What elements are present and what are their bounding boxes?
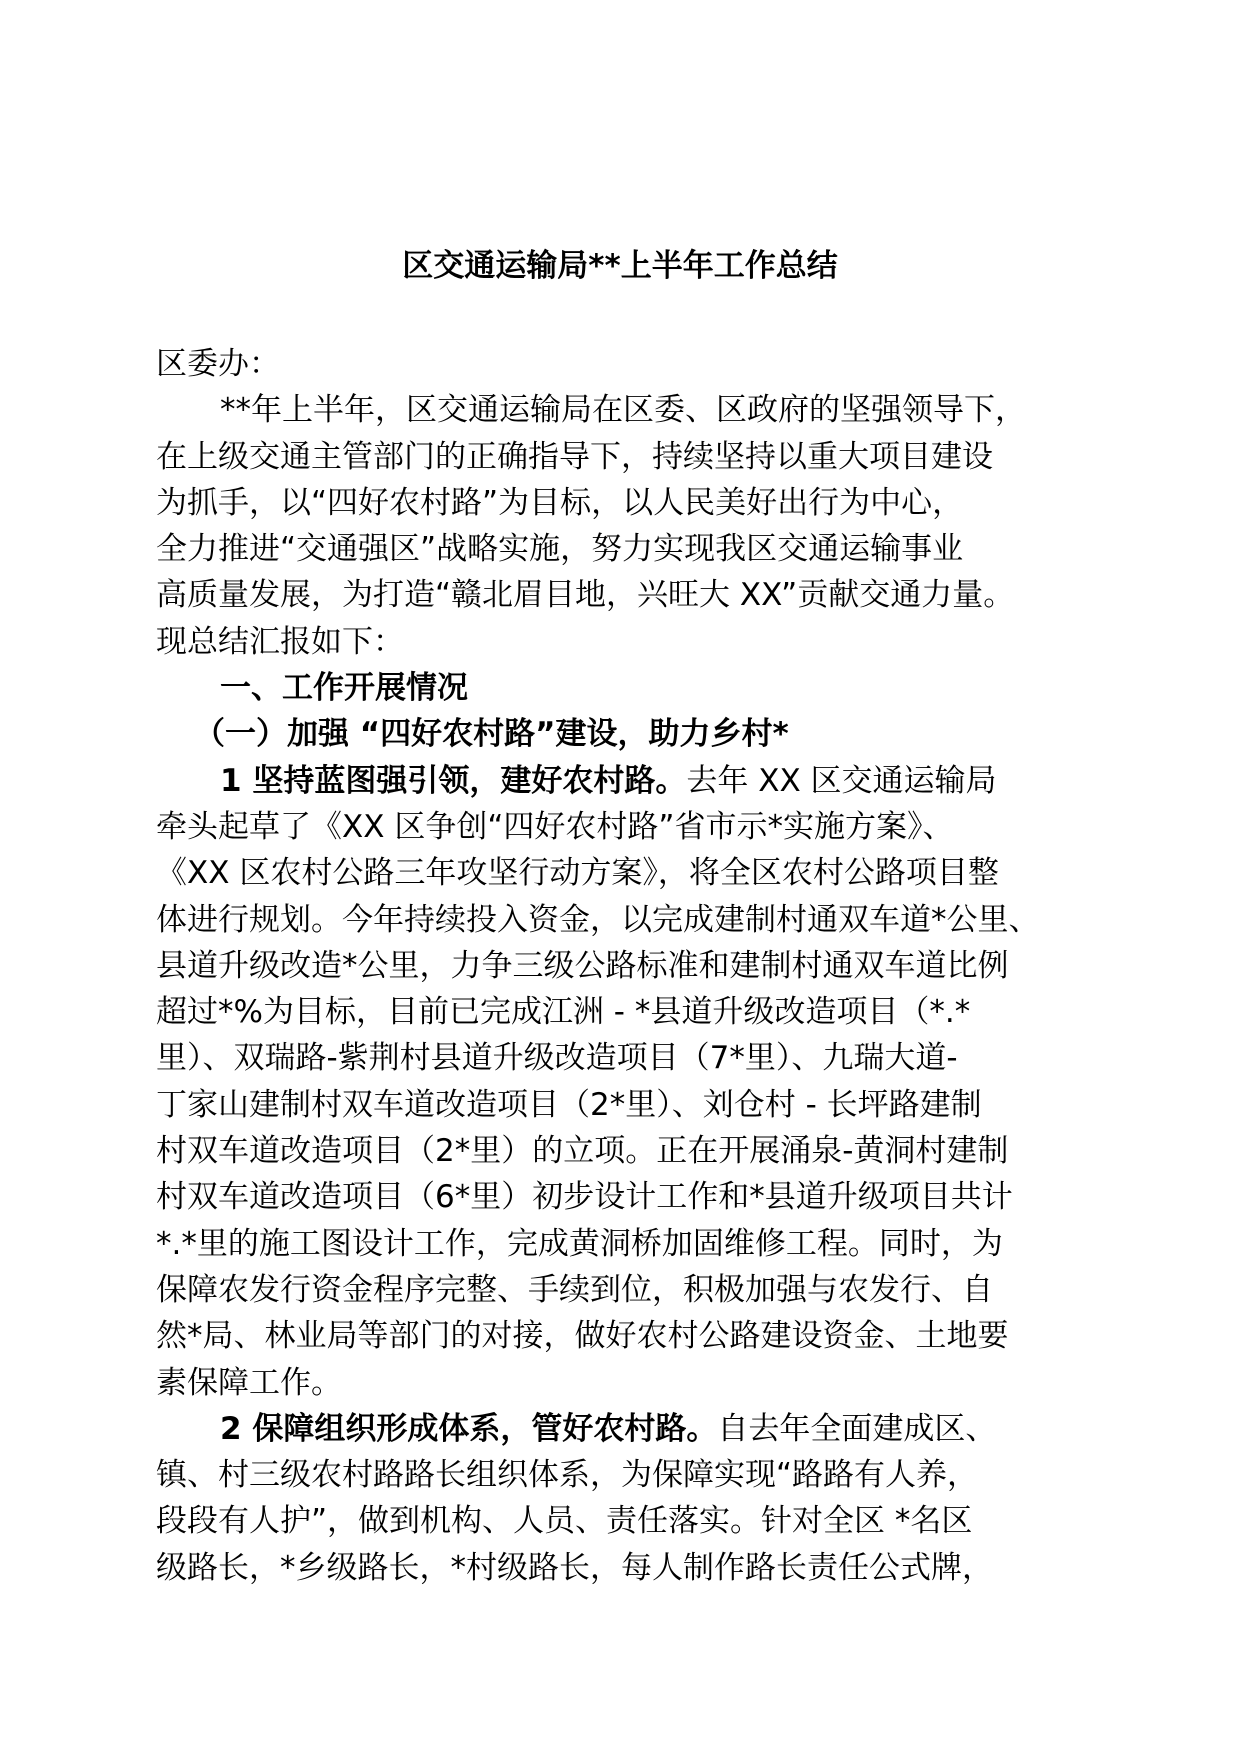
item2-lead: 2 保障组织形成体系，管好农村路。 bbox=[220, 1410, 718, 1447]
paragraph-line: 为抓手，以“四好农村路”为目标，以人民美好出行为中心， bbox=[156, 484, 964, 521]
paragraph-line: 村双车道改造项目（6*里）初步设计工作和*县道升级项目共计 bbox=[156, 1179, 1013, 1216]
paragraph-line: 里）、双瑞路-紫荆村县道升级改造项目（7*里）、九瑞大道- bbox=[156, 1040, 958, 1077]
paragraph-line: 然*局、林业局等部门的对接，做好农村公路建设资金、土地要 bbox=[156, 1318, 1009, 1355]
paragraph-line: 《XX 区农村公路三年攻坚行动方案》，将全区农村公路项目整 bbox=[156, 855, 999, 892]
paragraph-line: 体进行规划。今年持续投入资金，以完成建制村通双车道*公里、 bbox=[156, 901, 1040, 938]
item2-first-line bbox=[156, 1406, 1096, 1452]
paragraph-line: *.*里的施工图设计工作，完成黄洞桥加固维修工程。同时，为 bbox=[156, 1225, 1003, 1262]
subsection-heading: （一）加强 “四好农村路”建设，助力乡村* bbox=[194, 716, 789, 753]
salutation: 区委办： bbox=[156, 346, 280, 382]
paragraph-line: 现总结汇报如下： bbox=[156, 623, 404, 660]
document-title: 区交通运输局**上半年工作总结 bbox=[402, 248, 838, 284]
document-body bbox=[156, 341, 1096, 1591]
paragraph-line: 保障农发行资金程序完整、手续到位，积极加强与农发行、自 bbox=[156, 1271, 993, 1308]
paragraph-line: 高质量发展，为打造“赣北眉目地，兴旺大 XX”贡献交通力量。 bbox=[156, 577, 1015, 614]
paragraph-line: 全力推进“交通强区”战略实施，努力实现我区交通运输事业 bbox=[156, 531, 964, 568]
paragraph-line: 素保障工作。 bbox=[156, 1364, 342, 1401]
paragraph-line: 县道升级改造*公里，力争三级公路标准和建制村通双车道比例 bbox=[156, 947, 1009, 984]
paragraph-line: 镇、村三级农村路路长组织体系，为保障实现“路路有人养， bbox=[156, 1457, 979, 1494]
paragraph-line: 段段有人护”，做到机构、人员、责任落实。针对全区 *名区 bbox=[156, 1503, 973, 1540]
paragraph-line: 超过*%为目标，目前已完成江洲 - *县道升级改造项目（*.* bbox=[156, 994, 971, 1031]
paragraph-line: 级路长，*乡级路长，*村级路长，每人制作路长责任公式牌， bbox=[156, 1549, 993, 1586]
item2-lead-rest: 自去年全面建成区、 bbox=[717, 1410, 997, 1447]
paragraph-line: **年上半年，区交通运输局在区委、区政府的坚强领导下， bbox=[220, 392, 1026, 429]
section-heading: 一、工作开展情况 bbox=[220, 670, 468, 707]
paragraph-line: 村双车道改造项目（2*里）的立项。正在开展涌泉-黄洞村建制 bbox=[156, 1133, 1009, 1170]
paragraph-line: 在上级交通主管部门的正确指导下，持续坚持以重大项目建设 bbox=[156, 438, 993, 475]
paragraph-line: 牵头起草了《XX 区争创“四好农村路”省市示*实施方案》、 bbox=[156, 808, 954, 845]
item1-first-line bbox=[156, 758, 1096, 804]
item1-lead-rest: 去年 XX 区交通运输局 bbox=[686, 762, 997, 799]
paragraph-line: 丁家山建制村双车道改造项目（2*里）、刘仓村 - 长坪路建制 bbox=[156, 1086, 982, 1123]
item1-lead: 1 坚持蓝图强引领，建好农村路。 bbox=[220, 762, 687, 799]
